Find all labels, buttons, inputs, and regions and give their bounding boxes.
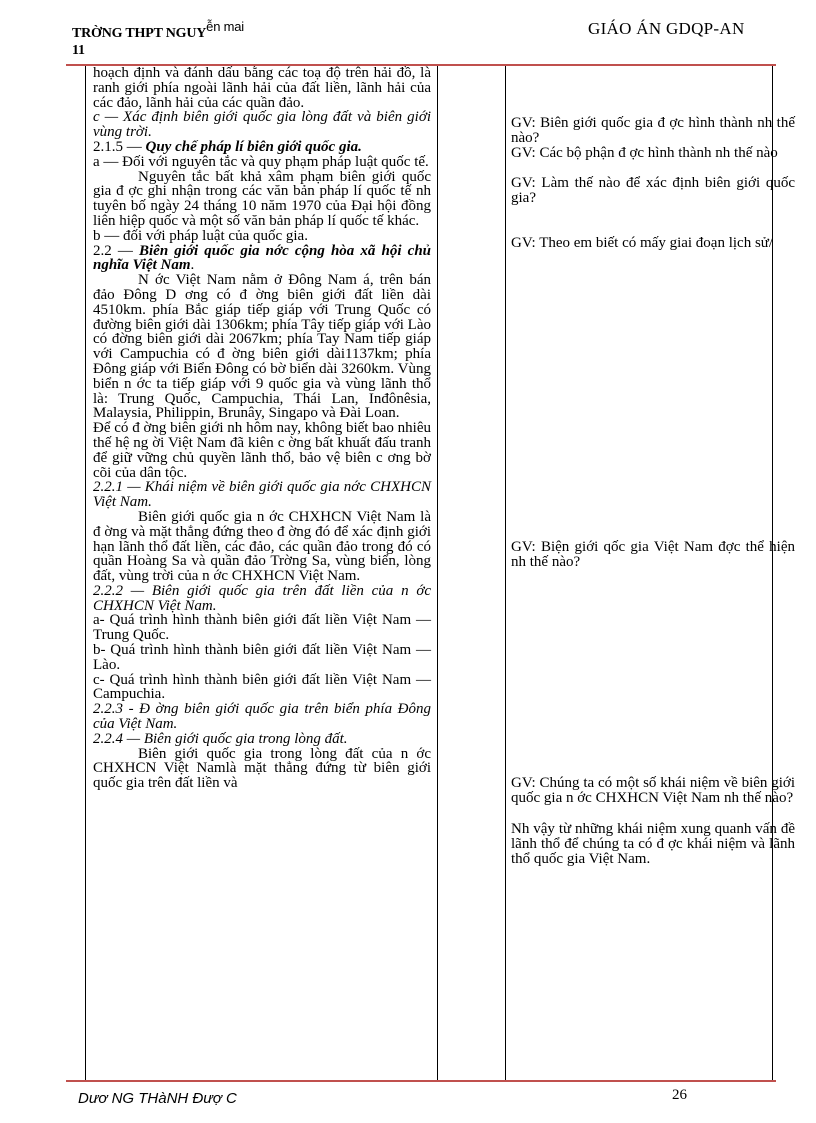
school-name: TRỜNG THPT NGUY: [72, 26, 207, 41]
teacher-question: GV: Theo em biết có mấy giai đoạn lịch sử/: [511, 234, 774, 251]
header-school: [72, 18, 244, 59]
paragraph: Để có đ ờng biên giới nh hôm nay, không biết bao nhiêu thế hệ ng ời Việt Nam đã kiên c ờng bất khuất đấu tranh để giữ vững chủ quyền lãnh thổ, bảo vệ biên c ơng bờ cõi của dân tộc.: [93, 420, 431, 481]
heading-b: b — đối với pháp luật của quốc gia.: [93, 227, 308, 244]
page-number: 26: [672, 1087, 687, 1103]
heading-2-2: 2.2 — Biên giới quốc gia nớc cộng hòa xã hội chủ nghĩa Việt Nam.: [93, 242, 432, 274]
table-border-left: [85, 66, 86, 1082]
list-item: b- Quá trình hình thành biên giới đất liền Việt Nam — Lào.: [93, 642, 431, 673]
table-border-mid1: [437, 66, 438, 1082]
teacher-question: GV: Các bộ phận đ ợc hình thành nh thế nào: [511, 144, 778, 161]
teacher-question: GV: Biện giới qốc gia Việt Nam đợc thể hiện nh thế nào?: [511, 538, 795, 570]
list-item: a- Quá trình hình thành biên giới đất liền Việt Nam — Trung Quốc.: [93, 612, 431, 644]
heading-2-1-5: 2.1.5 — Quy chế pháp lí biên giới quốc gia.: [93, 138, 362, 155]
heading-c: c — Xác định biên giới quốc gia lòng đất và biên giới vùng trời.: [93, 109, 431, 141]
teacher-question: GV: Làm thế nào để xác định biên giới quốc gia?: [511, 175, 795, 207]
document-title: GIÁO ÁN GDQP-AN: [588, 19, 745, 38]
teacher-question: GV: Chúng ta có một số khái niệm về biên giới quốc gia n ớc CHXHCN Việt Nam nh thế nào?: [511, 775, 795, 807]
heading-2-2-2: 2.2.2 — Biên giới quốc gia trên đất liền của n ớc CHXHCN Việt Nam.: [93, 582, 431, 614]
teacher-notes-column: [511, 116, 795, 866]
school-name-suffix: ễn mai: [206, 19, 244, 34]
paragraph: Nguyên tắc bất khả xâm phạm biên giới quốc gia đ ợc ghi nhận trong các văn bản pháp lí quốc tế nh tuyên bố ngày 24 tháng 10 năm 1970 của Đại hội đồng liên hiệp quốc và một số văn bản pháp lí quốc tế khác.: [93, 168, 431, 229]
footer-rule: [66, 1080, 776, 1082]
paragraph: hoạch định và đánh dấu bằng các toạ độ trên hải đồ, là ranh giới phía ngoài lãnh hải của đất liền, lãnh hải của các đảo, lãnh hải của các quần đảo.: [93, 65, 431, 111]
paragraph: N ớc Việt Nam nằm ở Đông Nam á, trên bán đảo Đông D ơng có đ ờng biên giới đất liền dài 4510km. phía Bắc giáp tiếp giáp với Trung Quốc có đường biên giới dài 1306km; phía Tây tiếp giáp với Lào có đờng biên giới dài 2067km; phía Tay Nam tiếp giáp với Campuchia có đ ờng biên giới dài1137km; phía Đông giáp với Biển Đông có bờ biển dài 3260km. Vùng biển n ớc ta tiếp giáp với 9 quốc gia và vùng lãnh thổ là: Trung Quốc, Campuchia, Thái Lan, Inđônêsia, Malaysia, Philippin, Brunây, Singapo và Đài Loan.: [93, 272, 431, 422]
footer-author: Dươ NG THàNH Đượ C: [78, 1090, 237, 1107]
heading-2-2-1: 2.2.1 — Khái niệm về biên giới quốc gia nớc CHXHCN Việt Nam.: [93, 479, 431, 511]
lesson-table: [85, 65, 795, 1082]
list-item: c- Quá trình hình thành biên giới đất liền Việt Nam — Campuchia.: [93, 671, 431, 703]
teacher-note: Nh vậy từ những khái niệm xung quanh vấn đề lãnh thổ để chúng ta có đ ợc khái niệm và lãnh thổ quốc gia Việt Nam.: [511, 820, 795, 867]
paragraph: Biên giới quốc gia n ớc CHXHCN Việt Nam là đ ờng và mặt thẳng đứng theo đ ờng đó để xác định giới hạn lãnh thổ đất liền, các đảo, các quần đảo trong đó có quần Hoàng Sa và quần đảo Trờng Sa, vùng biển, lòng đất, vùng trời của n ớc CHXHCN Việt Nam.: [93, 508, 431, 585]
grade: 11: [72, 43, 85, 58]
heading-2-2-4: 2.2.4 — Biên giới quốc gia trong lòng đất.: [93, 730, 348, 747]
heading-2-2-3: 2.2.3 - Đ ờng biên giới quốc gia trên biển phía Đông của Việt Nam.: [93, 701, 431, 733]
teacher-question: GV: Biên giới quốc gia đ ợc hình thành nh thế nào?: [511, 115, 795, 146]
table-border-mid2: [505, 66, 506, 1082]
paragraph: Biên giới quốc gia trong lòng đất của n ớc CHXHCN Việt Namlà mặt thẳng đứng từ biên giới quốc gia trên đất liền và: [93, 745, 431, 792]
content-column: [93, 66, 431, 791]
heading-a: a — Đối với nguyên tắc và quy phạm pháp luật quốc tế.: [93, 153, 429, 170]
